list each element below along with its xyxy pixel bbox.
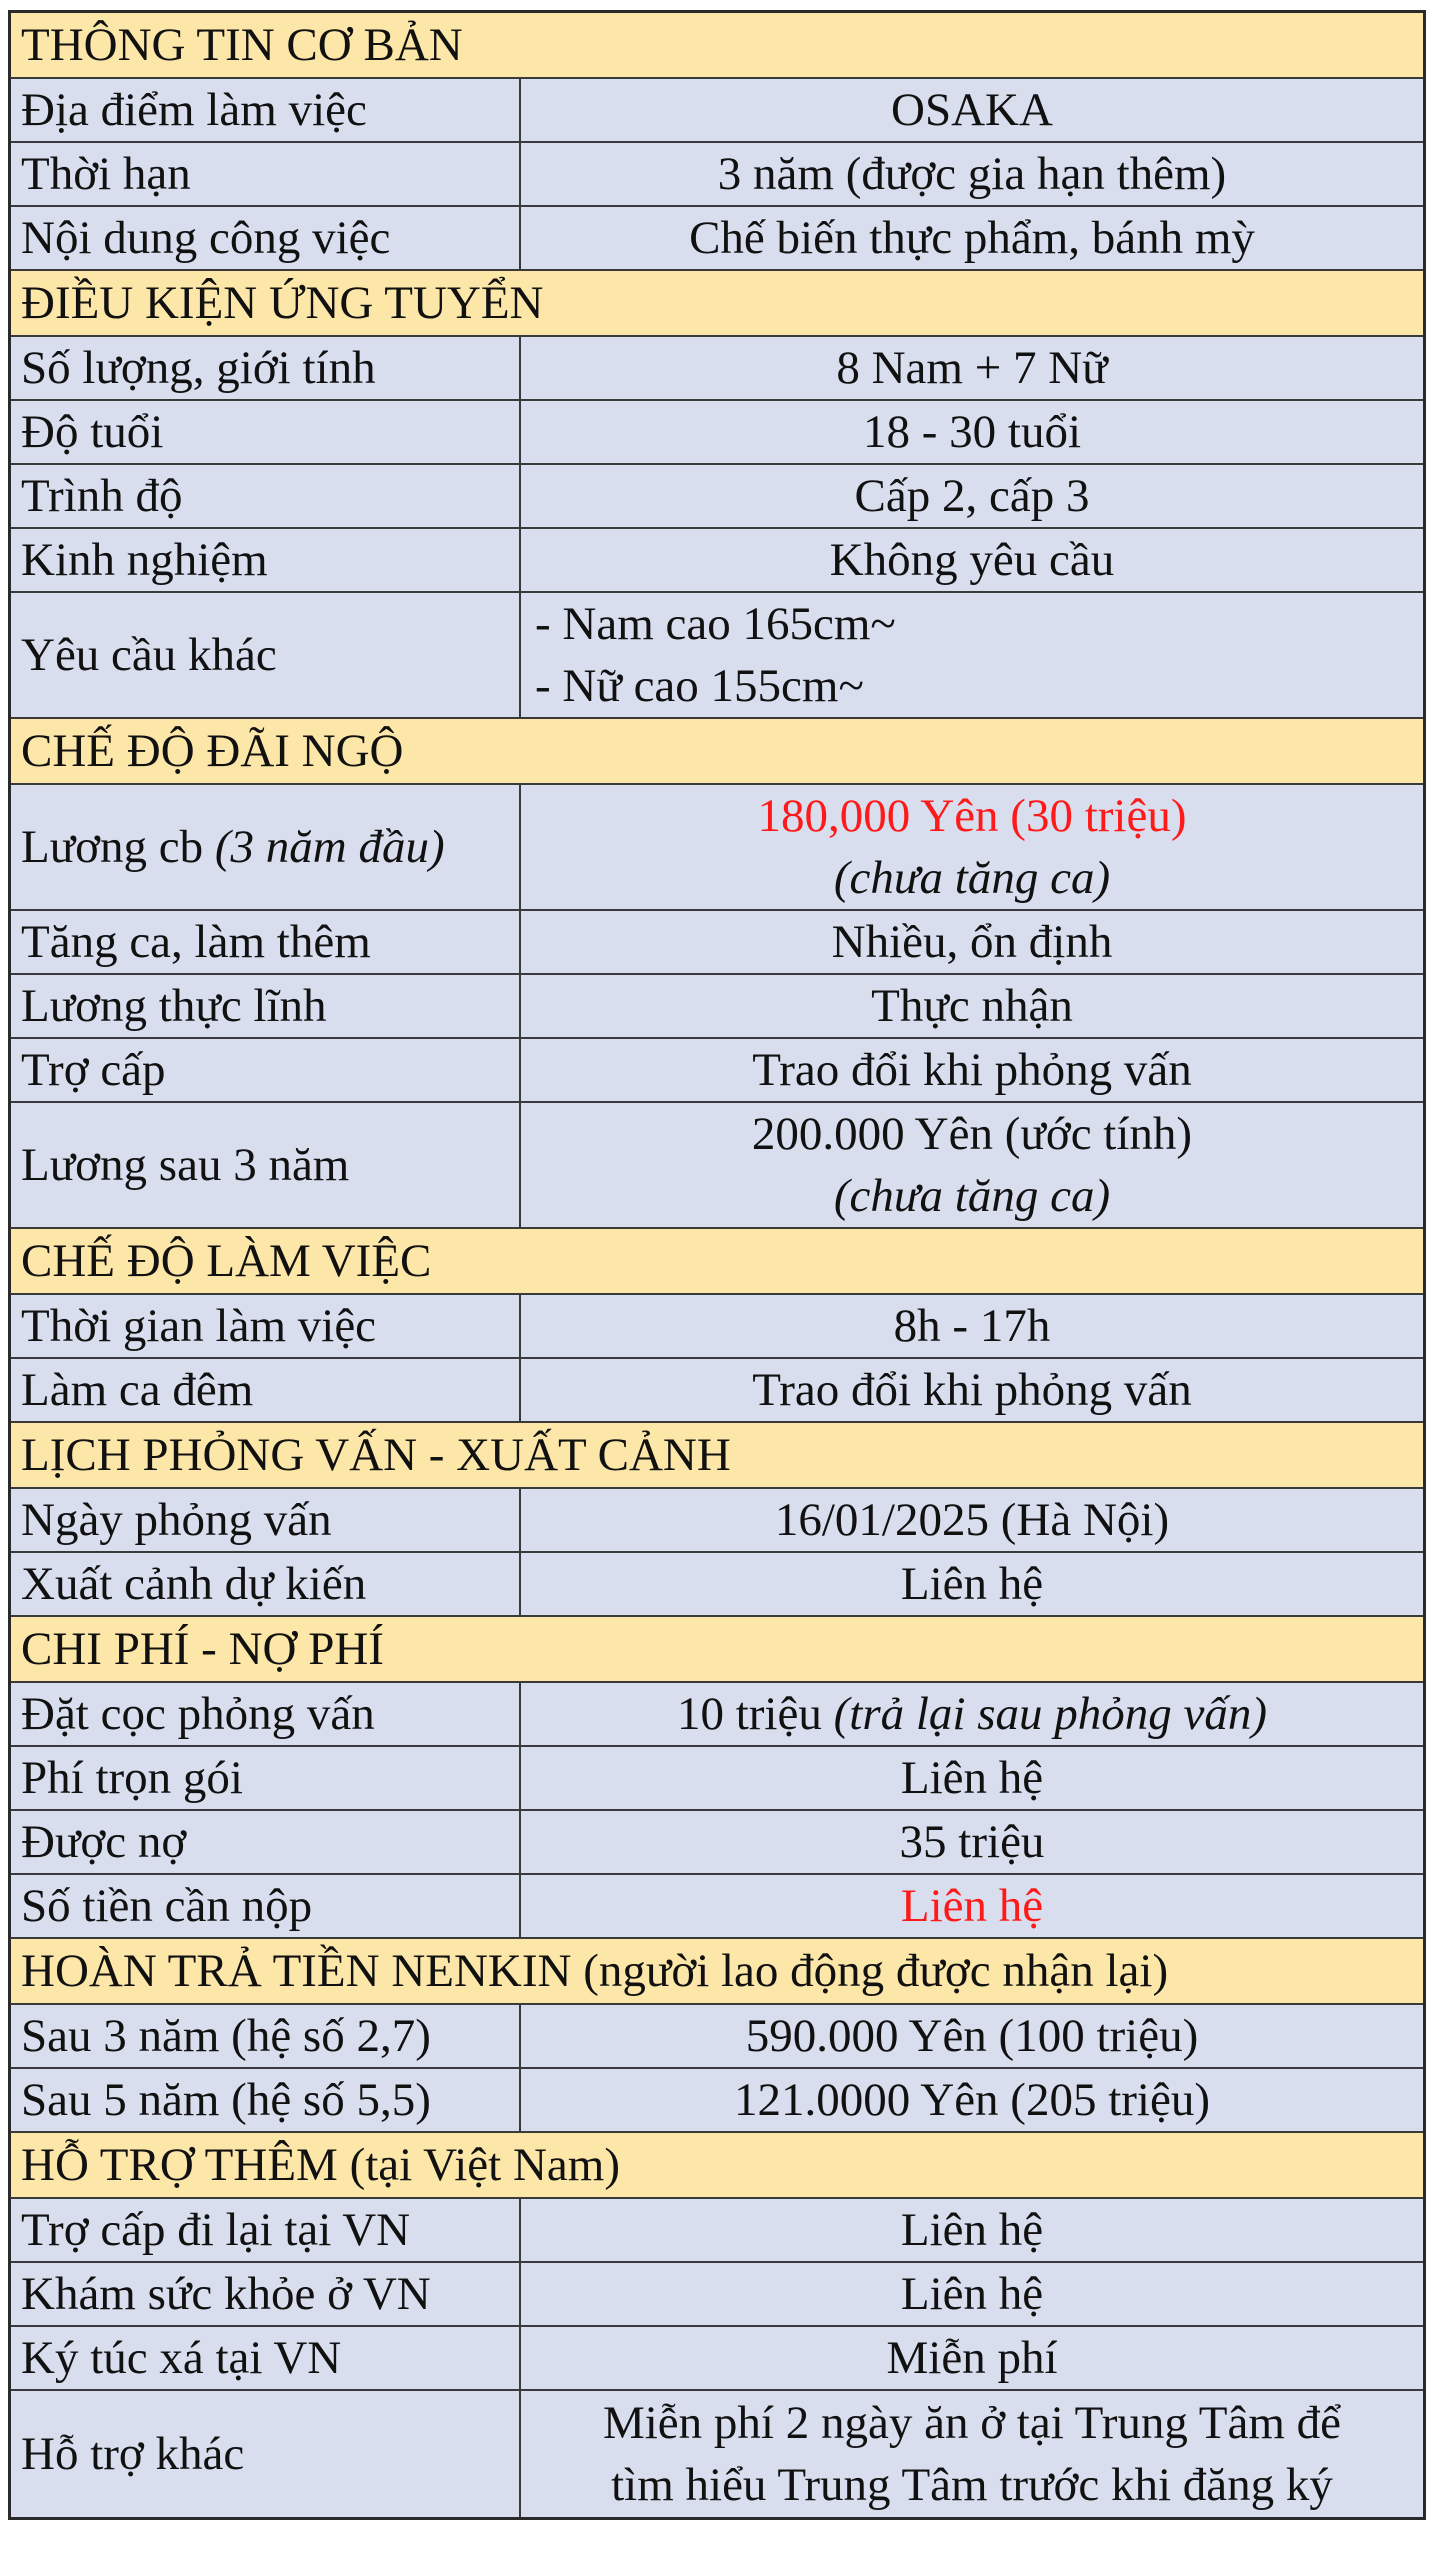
net-salary-value: Thực nhận (521, 975, 1423, 1037)
departure-value: Liên hệ (521, 1553, 1423, 1615)
salary-after-3-label: Lương sau 3 năm (11, 1103, 521, 1227)
job-info-table (8, 10, 1426, 2520)
net-salary-label: Lương thực lĩnh (11, 975, 521, 1037)
row-term (11, 143, 1423, 207)
overtime-label: Tăng ca, làm thêm (11, 911, 521, 973)
row-overtime (11, 911, 1423, 975)
row-night-shift (11, 1359, 1423, 1423)
salary-value (521, 785, 1423, 909)
hours-value: 8h - 17h (521, 1295, 1423, 1357)
deposit-amount: 10 triệu (676, 1688, 822, 1740)
section-support: HỖ TRỢ THÊM (tại Việt Nam) (11, 2133, 1423, 2199)
quantity-value: 8 Nam + 7 Nữ (521, 337, 1423, 399)
other-support-line2: tìm hiểu Trung Tâm trước khi đăng ký (611, 2459, 1333, 2511)
row-education (11, 465, 1423, 529)
job-value: Chế biến thực phẩm, bánh mỳ (521, 207, 1423, 269)
row-net-salary (11, 975, 1423, 1039)
height-male: - Nam cao 165cm~ (535, 598, 896, 650)
section-work: CHẾ ĐỘ LÀM VIỆC (11, 1229, 1423, 1295)
deposit-value (521, 1683, 1423, 1745)
row-allowance (11, 1039, 1423, 1103)
amount-due-label: Số tiền cần nộp (11, 1875, 521, 1937)
amount-due-value: Liên hệ (521, 1875, 1423, 1937)
loan-value: 35 triệu (521, 1811, 1423, 1873)
term-label: Thời hạn (11, 143, 521, 205)
location-value: OSAKA (521, 79, 1423, 141)
package-fee-value: Liên hệ (521, 1747, 1423, 1809)
deposit-label: Đặt cọc phỏng vấn (11, 1683, 521, 1745)
row-nenkin-5y (11, 2069, 1423, 2133)
experience-value: Không yêu cầu (521, 529, 1423, 591)
nenkin-3y-label: Sau 3 năm (hệ số 2,7) (11, 2005, 521, 2067)
row-other-support (11, 2391, 1423, 2517)
interview-date-label: Ngày phỏng vấn (11, 1489, 521, 1551)
row-age (11, 401, 1423, 465)
other-requirements-value (521, 593, 1423, 717)
nenkin-3y-value: 590.000 Yên (100 triệu) (521, 2005, 1423, 2067)
overtime-value: Nhiều, ổn định (521, 911, 1423, 973)
travel-allowance-label: Trợ cấp đi lại tại VN (11, 2199, 521, 2261)
section-costs: CHI PHÍ - NỢ PHÍ (11, 1617, 1423, 1683)
row-departure (11, 1553, 1423, 1617)
deposit-note: (trả lại sau phỏng vấn) (833, 1688, 1268, 1740)
loan-label: Được nợ (11, 1811, 521, 1873)
experience-label: Kinh nghiệm (11, 529, 521, 591)
other-support-line1: Miễn phí 2 ngày ăn ở tại Trung Tâm để (602, 2397, 1342, 2449)
row-travel-allowance (11, 2199, 1423, 2263)
row-dormitory (11, 2327, 1423, 2391)
departure-label: Xuất cảnh dự kiến (11, 1553, 521, 1615)
nenkin-5y-value: 121.0000 Yên (205 triệu) (521, 2069, 1423, 2131)
salary-after-3-note: (chưa tăng ca) (833, 1170, 1111, 1222)
education-label: Trình độ (11, 465, 521, 527)
other-requirements-label: Yêu cầu khác (11, 593, 521, 717)
job-label: Nội dung công việc (11, 207, 521, 269)
row-salary (11, 785, 1423, 911)
dormitory-label: Ký túc xá tại VN (11, 2327, 521, 2389)
section-nenkin: HOÀN TRẢ TIỀN NENKIN (người lao động được nhận lại) (11, 1939, 1423, 2005)
salary-label (11, 785, 521, 909)
salary-amount: 180,000 Yên (30 triệu) (757, 790, 1187, 842)
row-job (11, 207, 1423, 271)
night-shift-label: Làm ca đêm (11, 1359, 521, 1421)
salary-note: (chưa tăng ca) (833, 852, 1111, 904)
package-fee-label: Phí trọn gói (11, 1747, 521, 1809)
other-support-label: Hỗ trợ khác (11, 2391, 521, 2517)
dormitory-value: Miễn phí (521, 2327, 1423, 2389)
nenkin-5y-label: Sau 5 năm (hệ số 5,5) (11, 2069, 521, 2131)
quantity-label: Số lượng, giới tính (11, 337, 521, 399)
row-other-requirements (11, 593, 1423, 719)
row-quantity (11, 337, 1423, 401)
health-check-label: Khám sức khỏe ở VN (11, 2263, 521, 2325)
section-schedule: LỊCH PHỎNG VẤN - XUẤT CẢNH (11, 1423, 1423, 1489)
allowance-value: Trao đổi khi phỏng vấn (521, 1039, 1423, 1101)
row-nenkin-3y (11, 2005, 1423, 2069)
row-location (11, 79, 1423, 143)
section-basic: THÔNG TIN CƠ BẢN (11, 13, 1423, 79)
row-amount-due (11, 1875, 1423, 1939)
height-female: - Nữ cao 155cm~ (535, 660, 864, 712)
salary-label-text: Lương cb (21, 821, 204, 873)
salary-label-note: (3 năm đầu) (214, 821, 445, 873)
education-value: Cấp 2, cấp 3 (521, 465, 1423, 527)
row-loan (11, 1811, 1423, 1875)
row-interview-date (11, 1489, 1423, 1553)
row-health-check (11, 2263, 1423, 2327)
term-value: 3 năm (được gia hạn thêm) (521, 143, 1423, 205)
row-salary-after-3 (11, 1103, 1423, 1229)
other-support-value (521, 2391, 1423, 2517)
age-value: 18 - 30 tuổi (521, 401, 1423, 463)
row-hours (11, 1295, 1423, 1359)
interview-date-value: 16/01/2025 (Hà Nội) (521, 1489, 1423, 1551)
night-shift-value: Trao đổi khi phỏng vấn (521, 1359, 1423, 1421)
health-check-value: Liên hệ (521, 2263, 1423, 2325)
age-label: Độ tuổi (11, 401, 521, 463)
travel-allowance-value: Liên hệ (521, 2199, 1423, 2261)
row-experience (11, 529, 1423, 593)
salary-after-3-amount: 200.000 Yên (ước tính) (751, 1108, 1193, 1160)
salary-after-3-value (521, 1103, 1423, 1227)
section-conditions: ĐIỀU KIỆN ỨNG TUYỂN (11, 271, 1423, 337)
location-label: Địa điểm làm việc (11, 79, 521, 141)
row-package-fee (11, 1747, 1423, 1811)
allowance-label: Trợ cấp (11, 1039, 521, 1101)
hours-label: Thời gian làm việc (11, 1295, 521, 1357)
section-benefits: CHẾ ĐỘ ĐÃI NGỘ (11, 719, 1423, 785)
row-deposit (11, 1683, 1423, 1747)
